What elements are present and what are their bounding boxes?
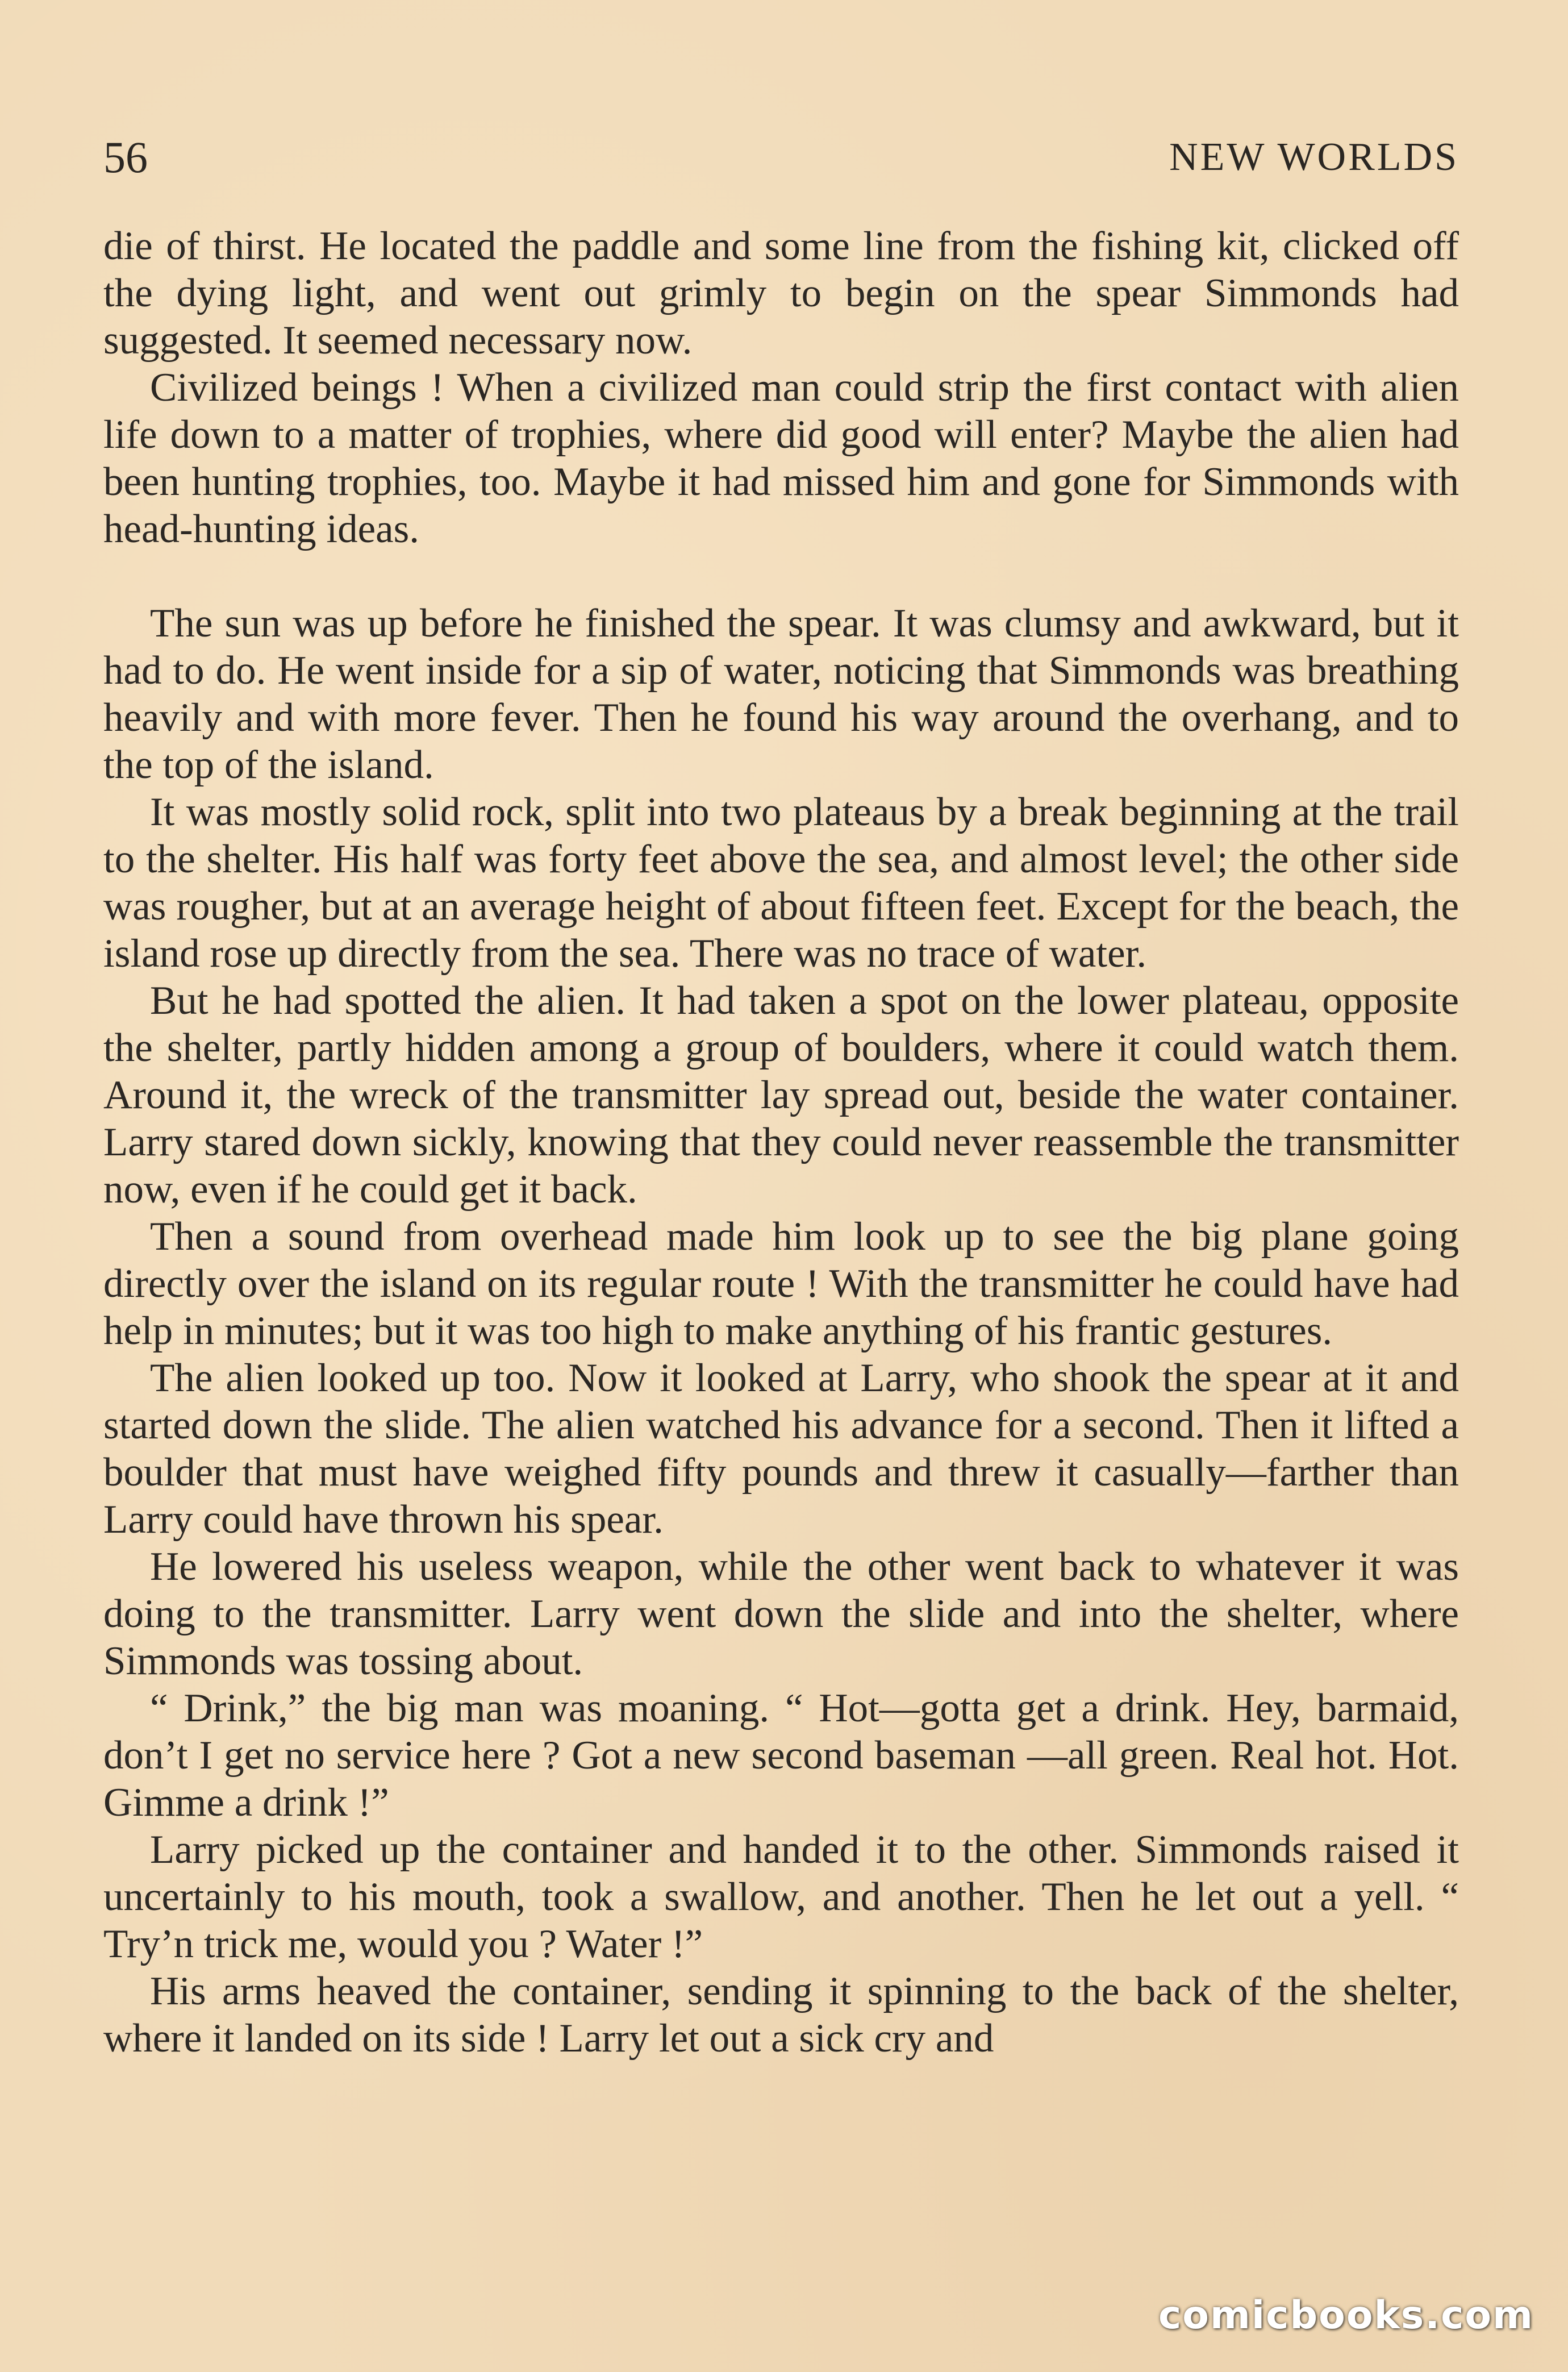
paragraph: The sun was up before he finished the spear. It was clumsy and awkward, but it had to do. He went inside for a sip of water, noticing that Simmonds was breathing heavily and with more fever. Then he found his way around the overhang, and to the top of the island. <box>103 601 1459 787</box>
page-number: 56 <box>103 132 148 182</box>
watermark: comicbooks.com <box>1158 2293 1534 2338</box>
paragraph: “ Drink,” the big man was moaning. “ Hot—gotta get a drink. Hey, barmaid, don’t I get no service here ? Got a new second baseman —all green. Real hot. Hot. Gimme a drink !” <box>103 1686 1459 1825</box>
paragraph: die of thirst. He located the paddle and some line from the fishing kit, clicked off the dying light, and went out grimly to begin on the spear Simmonds had suggested. It seemed necessary now. <box>103 224 1459 363</box>
paragraph: It was mostly solid rock, split into two plateaus by a break beginning at the trail to the shelter. His half was forty feet above the sea, and almost level; the other side was rougher, but at an average height of about fifteen feet. Except for the beach, the island rose up directly from the sea. There was no trace of water. <box>103 790 1459 976</box>
running-head <box>103 126 1459 189</box>
paragraph: Then a sound from overhead made him look up to see the big plane going directly over the island on its regular route ! With the transmitter he could have had help in minutes; but it was too high to make anything of his frantic gestures. <box>103 1214 1459 1353</box>
paragraph: Civilized beings ! When a civilized man could strip the first contact with alien life down to a matter of trophies, where did good will enter? Maybe the alien had been hunting trophies, too. Maybe it had missed him and gone for Simmonds with head-hunting ideas. <box>103 365 1459 551</box>
paragraph: He lowered his useless weapon, while the other went back to whatever it was doing to the transmitter. Larry went down the slide and into the shelter, where Simmonds was tossing about. <box>103 1545 1459 1683</box>
header-title: NEW WORLDS <box>1169 135 1459 179</box>
body-text <box>103 223 1459 2062</box>
paragraph: His arms heaved the container, sending it spinning to the back of the shelter, where it landed on its side ! Larry let out a sick cry and <box>103 1969 1459 2061</box>
paragraph: Larry picked up the container and handed it to the other. Simmonds raised it uncertainly to his mouth, took a swallow, and another. Then he let out a yell. “ Try’n trick me, would you ? Water !” <box>103 1828 1459 1966</box>
paragraph: But he had spotted the alien. It had taken a spot on the lower plateau, opposite the shelter, partly hidden among a group of boulders, where it could watch them. Around it, the wreck of the transmitter lay spread out, beside the water container. Larry stared down sickly, knowing that they could never reassemble the transmitter now, even if he could get it back. <box>103 979 1459 1212</box>
paragraph: The alien looked up too. Now it looked at Larry, who shook the spear at it and started down the slide. The alien watched his advance for a second. Then it lifted a boulder that must have weighed fifty pounds and threw it casually—farther than Larry could have thrown his spear. <box>103 1356 1459 1542</box>
